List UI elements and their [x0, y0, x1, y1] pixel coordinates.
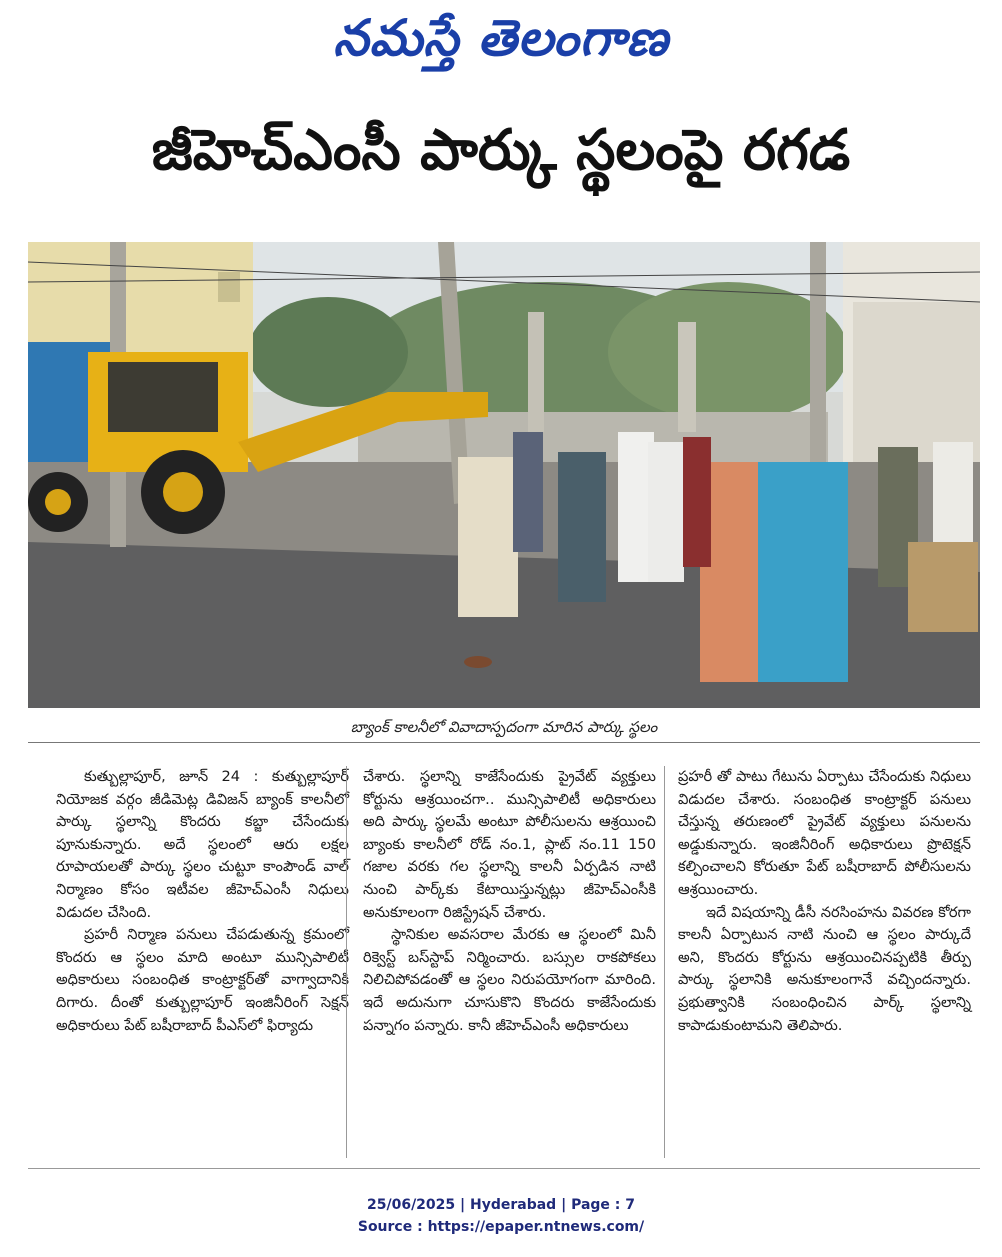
paragraph: ప్రహరీ నిర్మాణ పనులు చేపడుతున్న క్రమంలో కొందరు ఆ స్థలం మాది అంటూ మున్సిపాలిటీ అధికారులు సంబంధిత కాంట్రాక్టర్‌తో వాగ్వాదానికి దిగారు. దీంతో కుత్బుల్లాపూర్ ఇంజినీరింగ్ సెక్షన్ అధికారులు పేట్ బషీరాబాద్ పీఎస్‌లో ఫిర్యాదు — [56, 926, 349, 1034]
caption-divider — [28, 742, 980, 743]
article-column-1 — [56, 766, 349, 1037]
source-link[interactable]: Source : https://epaper.ntnews.com/ — [357, 1219, 645, 1235]
paragraph: స్థానికుల అవసరాల మేరకు ఆ స్థలంలో మినీ రిక్వెస్ట్ బస్‌స్టాప్ నిర్మించారు. బస్సుల రాకపోకలు నిలిచిపోవడంతో ఆ స్థలం నిరుపయోగంగా మారింది. ఇదే అదునుగా చూసుకొని కొందరు కాజేసేందుకు పన్నాగం పన్నారు. కానీ జీహెచ్‌ఎంసీ అధికారులు — [363, 926, 656, 1034]
article-headline: జీహెచ్‌ఎంసీ పార్కు స్థలంపై రగడ — [151, 118, 851, 183]
article-photo — [28, 242, 980, 708]
photo-caption: బ్యాంక్ కాలనీలో వివాదాస్పదంగా మారిన పార్కు స్థలం — [350, 718, 658, 736]
edition-info: 25/06/2025 | Hyderabad | Page : 7 — [366, 1197, 636, 1213]
article-column-2 — [363, 766, 656, 1037]
paragraph: ప్రహరీ తో పాటు గేటును ఏర్పాటు చేసేందుకు నిధులు విడుదల చేశారు. సంబంధిత కాంట్రాక్టర్ పనులు చేస్తున్న తరుణంలో ప్రైవేట్ వ్యక్తులు పనులను అడ్డుకున్నారు. ఇంజినీరింగ్ అధికారులు ప్రొటెక్షన్ కల్పించాలని కోరుతూ పేట్ బషీరాబాద్ పోలీసులను ఆశ్రయించారు. — [678, 768, 971, 898]
column-divider — [346, 766, 347, 1158]
paragraph: కుత్బుల్లాపూర్, జూన్ 24 : కుత్బుల్లాపూర్ నియోజక వర్గం జీడిమెట్ల డివిజన్ బ్యాంక్ కాలనీలో పార్కు స్థలాన్ని కొందరు కబ్జా చేసేందుకు పూనుకున్నారు. అదే స్థలంలో ఆరు లక్షల రూపాయలతో పార్కు స్థలం చుట్టూ కాంపౌండ్ వాల్ నిర్మాణం కోసం ఇటీవల జీహెచ్‌ఎంసీ నిధులు విడుదల చేసింది. — [56, 768, 349, 921]
article-column-3 — [678, 766, 971, 1037]
column-divider — [664, 766, 665, 1158]
paragraph: ఇదే విషయాన్ని డీసీ నరసింహను వివరణ కోరగా కాలనీ ఏర్పాటున నాటి నుంచి ఆ స్థలం పార్కుదే అని, కొందరు కోర్టును ఆశ్రయించినప్పటికి తీర్పు పార్కు స్థలానికి అనుకూలంగానే వచ్చిందన్నారు. ప్రభుత్వానికి సంబంధించిన పార్క్ స్థలాన్ని కాపాడుకుంటామని తెలిపారు. — [678, 903, 971, 1034]
paragraph: చేశారు. స్థలాన్ని కాజేసేందుకు ప్రైవేట్ వ్యక్తులు కోర్టును ఆశ్రయించగా.. మున్సిపాలిటీ అధికారులు అది పార్కు స్థలమే అంటూ పోలీసులను ఆశ్రయించి బ్యాంకు కాలనీలో రోడ్ నం.1, ప్లాట్ నం.11 150 గజాల వరకు గల స్థలాన్ని కాలనీ ఏర్పడిన నాటి నుంచి పార్క్‌కు కేటాయిస్తున్నట్లు జీహెచ్‌ఎంసీకి అనుకూలంగా రిజిస్ట్రేషన్ చేశారు. — [363, 768, 656, 921]
newspaper-masthead: నమస్తే తెలంగాణ — [333, 8, 669, 67]
footer-divider — [28, 1168, 980, 1169]
